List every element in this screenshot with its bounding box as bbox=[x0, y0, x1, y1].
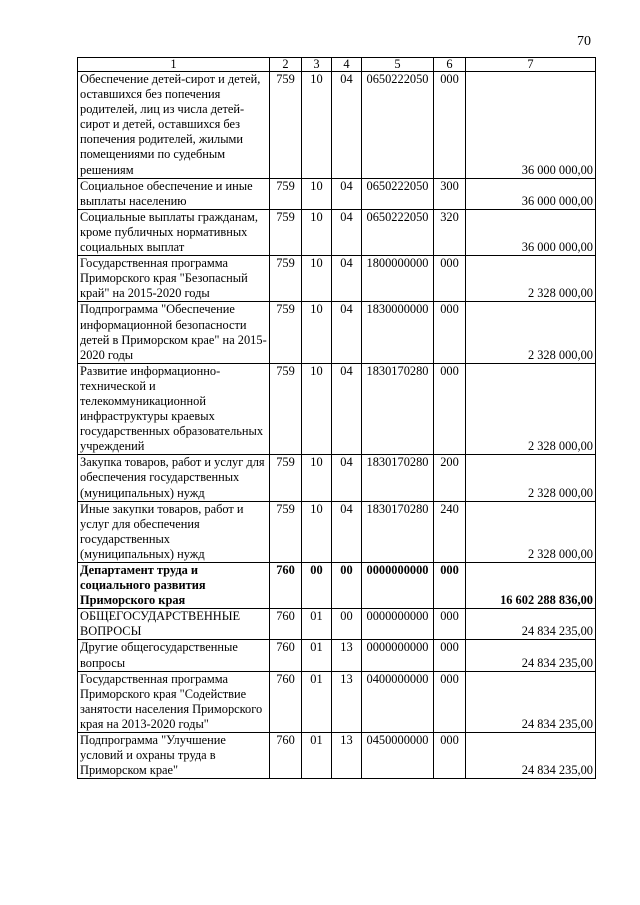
cell-target: 0450000000 bbox=[362, 733, 434, 779]
cell-subsection: 04 bbox=[332, 72, 362, 179]
table-row-department bbox=[78, 563, 596, 609]
cell-amount: 16 602 288 836,00 bbox=[466, 563, 596, 609]
cell-expense-type: 200 bbox=[434, 455, 466, 501]
budget-table bbox=[77, 57, 596, 779]
column-header: 3 bbox=[302, 58, 332, 72]
row-name: Государственная программа Приморского края "Содействие занятости населения Приморского края на 2013-2020 годы" bbox=[78, 671, 270, 732]
cell-subsection: 13 bbox=[332, 733, 362, 779]
cell-ministry: 759 bbox=[270, 178, 302, 209]
cell-expense-type: 320 bbox=[434, 209, 466, 255]
row-name: Государственная программа Приморского края "Безопасный край" на 2015-2020 годы bbox=[78, 256, 270, 302]
cell-amount: 36 000 000,00 bbox=[466, 72, 596, 179]
table-row bbox=[78, 455, 596, 501]
cell-expense-type: 000 bbox=[434, 640, 466, 671]
cell-target: 0000000000 bbox=[362, 563, 434, 609]
cell-subsection: 13 bbox=[332, 671, 362, 732]
cell-expense-type: 000 bbox=[434, 302, 466, 363]
cell-section: 10 bbox=[302, 209, 332, 255]
cell-target: 1830000000 bbox=[362, 302, 434, 363]
cell-amount: 24 834 235,00 bbox=[466, 640, 596, 671]
cell-section: 10 bbox=[302, 72, 332, 179]
table-row bbox=[78, 363, 596, 455]
row-name: Обеспечение детей-сирот и детей, оставшихся без попечения родителей, лиц из числа детей-сирот и детей, оставшихся без попечения родителей, жилыми помещениями по судебным решениям bbox=[78, 72, 270, 179]
cell-section: 01 bbox=[302, 733, 332, 779]
cell-section: 10 bbox=[302, 302, 332, 363]
cell-subsection: 04 bbox=[332, 363, 362, 455]
cell-ministry: 759 bbox=[270, 455, 302, 501]
cell-target: 0000000000 bbox=[362, 609, 434, 640]
cell-amount: 2 328 000,00 bbox=[466, 455, 596, 501]
cell-ministry: 759 bbox=[270, 209, 302, 255]
cell-ministry: 760 bbox=[270, 733, 302, 779]
cell-section: 10 bbox=[302, 256, 332, 302]
cell-expense-type: 000 bbox=[434, 563, 466, 609]
table-row bbox=[78, 209, 596, 255]
cell-target: 1830170280 bbox=[362, 363, 434, 455]
header-row bbox=[78, 58, 596, 72]
cell-section: 01 bbox=[302, 640, 332, 671]
column-header: 1 bbox=[78, 58, 270, 72]
cell-ministry: 760 bbox=[270, 609, 302, 640]
cell-target: 1830170280 bbox=[362, 501, 434, 562]
cell-section: 01 bbox=[302, 609, 332, 640]
cell-subsection: 00 bbox=[332, 609, 362, 640]
cell-amount: 36 000 000,00 bbox=[466, 178, 596, 209]
cell-subsection: 04 bbox=[332, 302, 362, 363]
cell-target: 0650222050 bbox=[362, 178, 434, 209]
cell-amount: 36 000 000,00 bbox=[466, 209, 596, 255]
cell-section: 10 bbox=[302, 363, 332, 455]
cell-subsection: 04 bbox=[332, 256, 362, 302]
cell-ministry: 759 bbox=[270, 256, 302, 302]
row-name: Закупка товаров, работ и услуг для обеспечения государственных (муниципальных) нужд bbox=[78, 455, 270, 501]
cell-section: 00 bbox=[302, 563, 332, 609]
page-number: 70 bbox=[577, 34, 591, 49]
cell-target: 0000000000 bbox=[362, 640, 434, 671]
cell-expense-type: 000 bbox=[434, 733, 466, 779]
column-header: 7 bbox=[466, 58, 596, 72]
cell-amount: 24 834 235,00 bbox=[466, 733, 596, 779]
row-name: Другие общегосударственные вопросы bbox=[78, 640, 270, 671]
cell-subsection: 00 bbox=[332, 563, 362, 609]
row-name: Подпрограмма "Обеспечение информационной безопасности детей в Приморском крае" на 2015-2020 годы bbox=[78, 302, 270, 363]
cell-section: 10 bbox=[302, 501, 332, 562]
table-row bbox=[78, 640, 596, 671]
cell-target: 0400000000 bbox=[362, 671, 434, 732]
cell-target: 0650222050 bbox=[362, 72, 434, 179]
cell-section: 10 bbox=[302, 455, 332, 501]
cell-amount: 2 328 000,00 bbox=[466, 501, 596, 562]
cell-ministry: 760 bbox=[270, 563, 302, 609]
cell-expense-type: 300 bbox=[434, 178, 466, 209]
cell-amount: 2 328 000,00 bbox=[466, 302, 596, 363]
row-name: Социальные выплаты гражданам, кроме публичных нормативных социальных выплат bbox=[78, 209, 270, 255]
cell-expense-type: 000 bbox=[434, 72, 466, 179]
cell-expense-type: 000 bbox=[434, 609, 466, 640]
cell-target: 1800000000 bbox=[362, 256, 434, 302]
cell-subsection: 04 bbox=[332, 178, 362, 209]
cell-expense-type: 000 bbox=[434, 363, 466, 455]
column-header: 6 bbox=[434, 58, 466, 72]
column-header: 4 bbox=[332, 58, 362, 72]
row-name: Иные закупки товаров, работ и услуг для обеспечения государственных (муниципальных) нужд bbox=[78, 501, 270, 562]
column-header: 5 bbox=[362, 58, 434, 72]
cell-ministry: 759 bbox=[270, 302, 302, 363]
cell-expense-type: 000 bbox=[434, 256, 466, 302]
cell-section: 01 bbox=[302, 671, 332, 732]
cell-ministry: 759 bbox=[270, 501, 302, 562]
table-row bbox=[78, 501, 596, 562]
cell-target: 0650222050 bbox=[362, 209, 434, 255]
cell-amount: 2 328 000,00 bbox=[466, 256, 596, 302]
cell-amount: 2 328 000,00 bbox=[466, 363, 596, 455]
row-name: ОБЩЕГОСУДАРСТВЕННЫЕ ВОПРОСЫ bbox=[78, 609, 270, 640]
table-row bbox=[78, 302, 596, 363]
table-row bbox=[78, 72, 596, 179]
cell-ministry: 759 bbox=[270, 363, 302, 455]
row-name: Подпрограмма "Улучшение условий и охраны труда в Приморском крае" bbox=[78, 733, 270, 779]
cell-subsection: 04 bbox=[332, 209, 362, 255]
table-row bbox=[78, 733, 596, 779]
cell-ministry: 759 bbox=[270, 72, 302, 179]
cell-subsection: 04 bbox=[332, 455, 362, 501]
table-row bbox=[78, 178, 596, 209]
table-row bbox=[78, 256, 596, 302]
cell-section: 10 bbox=[302, 178, 332, 209]
row-name: Департамент труда и социального развития Приморского края bbox=[78, 563, 270, 609]
row-name: Развитие информационно-технической и телекоммуникационной инфраструктуры краевых государственных образовательных учреждений bbox=[78, 363, 270, 455]
cell-amount: 24 834 235,00 bbox=[466, 609, 596, 640]
cell-target: 1830170280 bbox=[362, 455, 434, 501]
table-row bbox=[78, 609, 596, 640]
row-name: Социальное обеспечение и иные выплаты населению bbox=[78, 178, 270, 209]
table-row bbox=[78, 671, 596, 732]
cell-expense-type: 000 bbox=[434, 671, 466, 732]
cell-expense-type: 240 bbox=[434, 501, 466, 562]
cell-ministry: 760 bbox=[270, 640, 302, 671]
cell-subsection: 13 bbox=[332, 640, 362, 671]
cell-ministry: 760 bbox=[270, 671, 302, 732]
cell-subsection: 04 bbox=[332, 501, 362, 562]
cell-amount: 24 834 235,00 bbox=[466, 671, 596, 732]
column-header: 2 bbox=[270, 58, 302, 72]
